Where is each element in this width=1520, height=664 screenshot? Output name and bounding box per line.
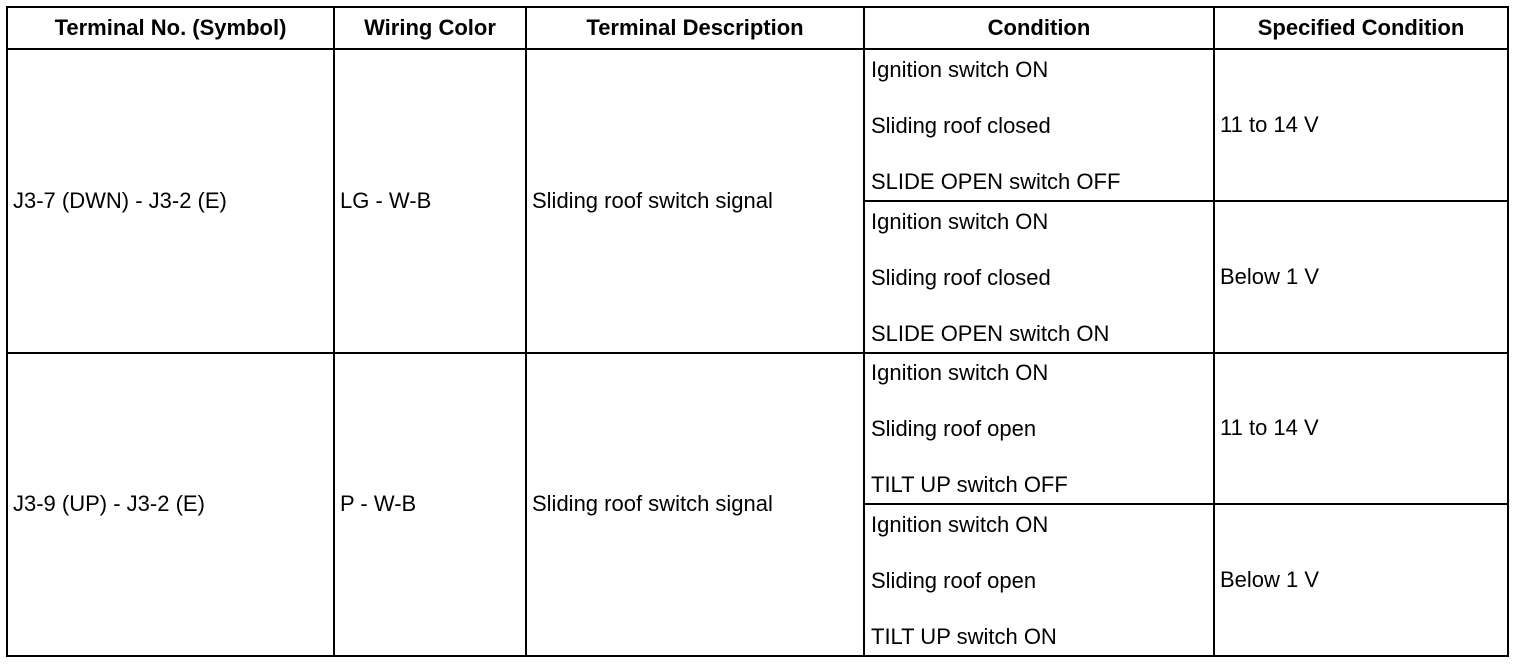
condition-line: Ignition switch ON xyxy=(871,56,1049,82)
header-terminal-description: Terminal Description xyxy=(526,7,864,49)
condition-cell xyxy=(864,504,1214,656)
description-cell: Sliding roof switch signal xyxy=(526,353,864,657)
table-row xyxy=(7,353,1508,505)
condition-line: Ignition switch ON xyxy=(871,208,1049,234)
condition-line: SLIDE OPEN switch OFF xyxy=(871,168,1121,194)
condition-cell xyxy=(864,49,1214,201)
wiring-color-cell: LG - W-B xyxy=(334,49,526,353)
condition-line: Sliding roof open xyxy=(871,416,1037,442)
terminal-cell: J3-9 (UP) - J3-2 (E) xyxy=(7,353,334,657)
specified-cell: Below 1 V xyxy=(1214,201,1508,353)
condition-line: SLIDE OPEN switch ON xyxy=(871,320,1110,346)
specified-cell: 11 to 14 V xyxy=(1214,353,1508,505)
specified-cell: 11 to 14 V xyxy=(1214,49,1508,201)
description-cell: Sliding roof switch signal xyxy=(526,49,864,353)
specified-cell: Below 1 V xyxy=(1214,504,1508,656)
condition-line: Ignition switch ON xyxy=(871,512,1049,538)
header-specified-condition: Specified Condition xyxy=(1214,7,1508,49)
condition-line: Sliding roof open xyxy=(871,568,1037,594)
condition-cell xyxy=(864,201,1214,353)
header-wiring-color: Wiring Color xyxy=(334,7,526,49)
header-terminal: Terminal No. (Symbol) xyxy=(7,7,334,49)
condition-cell xyxy=(864,353,1214,505)
terminal-table xyxy=(6,6,1509,657)
terminal-cell: J3-7 (DWN) - J3-2 (E) xyxy=(7,49,334,353)
condition-line: TILT UP switch ON xyxy=(871,624,1057,650)
header-condition: Condition xyxy=(864,7,1214,49)
condition-line: Ignition switch ON xyxy=(871,360,1049,386)
table-row xyxy=(7,49,1508,201)
condition-line: TILT UP switch OFF xyxy=(871,472,1068,498)
condition-line: Sliding roof closed xyxy=(871,264,1051,290)
wiring-color-cell: P - W-B xyxy=(334,353,526,657)
condition-line: Sliding roof closed xyxy=(871,112,1051,138)
header-row xyxy=(7,7,1508,49)
